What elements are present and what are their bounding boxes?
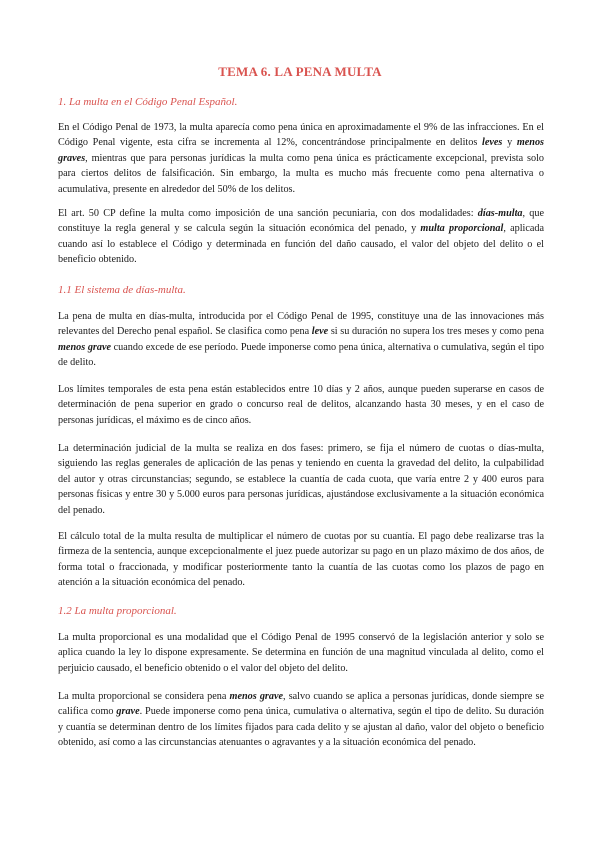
paragraph-5: La determinación judicial de la multa se realiza en dos fases: primero, se fija el número de cuotas o días-multa, siguiendo las reglas generales de aplicación de las penas y teniendo en cuenta la gravedad del delito, la culpabilidad del autor y otras circunstancias; segundo, se establece la cuantía de cada cuota, que varía entre 2 y 400 euros para personas físicas y entre 30 y 5.000 euros para personas jurídicas, ajustándose exclusivamente a la situación económica del penado. bbox=[58, 443, 544, 516]
page-title: TEMA 6. LA PENA MULTA bbox=[218, 64, 382, 79]
paragraph-7: La multa proporcional es una modalidad que el Código Penal de 1995 conservó de la legislación anterior y solo se aplica cuando la ley lo dispone expresamente. Se determina en función de una magnitud vinculada al delito, como el perjuicio causado, el beneficio obtenido o el valor del objeto del delito. bbox=[58, 632, 544, 674]
paragraph-3: La pena de multa en días-multa, introducida por el Código Penal de 1995, constituye una de las innovaciones más relevantes del Derecho penal español. Se clasifica como pena leve si su duración no supera los tres meses y como pena menos grave cuando excede de ese período. Puede imponerse como pena única, alternativa o cumulativa, según el tipo de delito. bbox=[58, 311, 544, 369]
section-heading-1: 1. La multa en el Código Penal Español. bbox=[58, 96, 238, 108]
paragraph-2: El art. 50 CP define la multa como imposición de una sanción pecuniaria, con dos modalidades: días-multa, que constituye la regla general y se calcula según la situación económica del penado, y multa proporcional, aplicada cuando así lo establece el Código y determinada en función del daño causado, el valor del objeto del delito o el beneficio obtenido. bbox=[58, 208, 545, 266]
paragraph-6: El cálculo total de la multa resulta de multiplicar el número de cuotas por su cuantía. El pago debe realizarse tras la firmeza de la sentencia, aunque excepcionalmente el juez puede autorizar su pago en un plazo máximo de dos años, de forma total o fraccionada, y modificar posteriormente tanto la cuantía de las cuotas como los plazos de pago en atención a la situación económica del penado. bbox=[58, 531, 544, 589]
paragraph-1: En el Código Penal de 1973, la multa aparecía como pena única en aproximadamente el 9% de las infracciones. En el Código Penal vigente, esta cifra se incrementa al 12%, concentrándose principalmente en delitos leves y menos graves, mientras que para personas jurídicas la multa como pena única es prácticamente excepcional, prevista solo para ciertos delitos de falsificación. Sin embargo, la multa es mucho más frecuente como pena alternativa o acumulativa, presente en alrededor del 50% de los delitos. bbox=[58, 122, 545, 195]
paragraph-4: Los límites temporales de esta pena están establecidos entre 10 días y 2 años, aunque pueden superarse en casos de determinación de pena superior en grado o concurso real de delitos, alcanzando hasta 30 meses, y en el caso de personas jurídicas, el máximo es de cinco años. bbox=[58, 384, 544, 426]
section-heading-1-2: 1.2 La multa proporcional. bbox=[58, 605, 177, 617]
section-heading-1-1: 1.1 El sistema de días-multa. bbox=[58, 284, 186, 296]
paragraph-8: La multa proporcional se considera pena menos grave, salvo cuando se aplica a personas jurídicas, donde siempre se califica como grave. Puede imponerse como pena única, cumulativa o alternativa, según el tipo de delito. Su duración y cuantía se determinan dentro de los límites fijados para cada delito y se ajustan al daño, valor del objeto o beneficio obtenido, así como a las circunstancias atenuantes o agravantes y a la situación económica del penado. bbox=[58, 691, 544, 749]
